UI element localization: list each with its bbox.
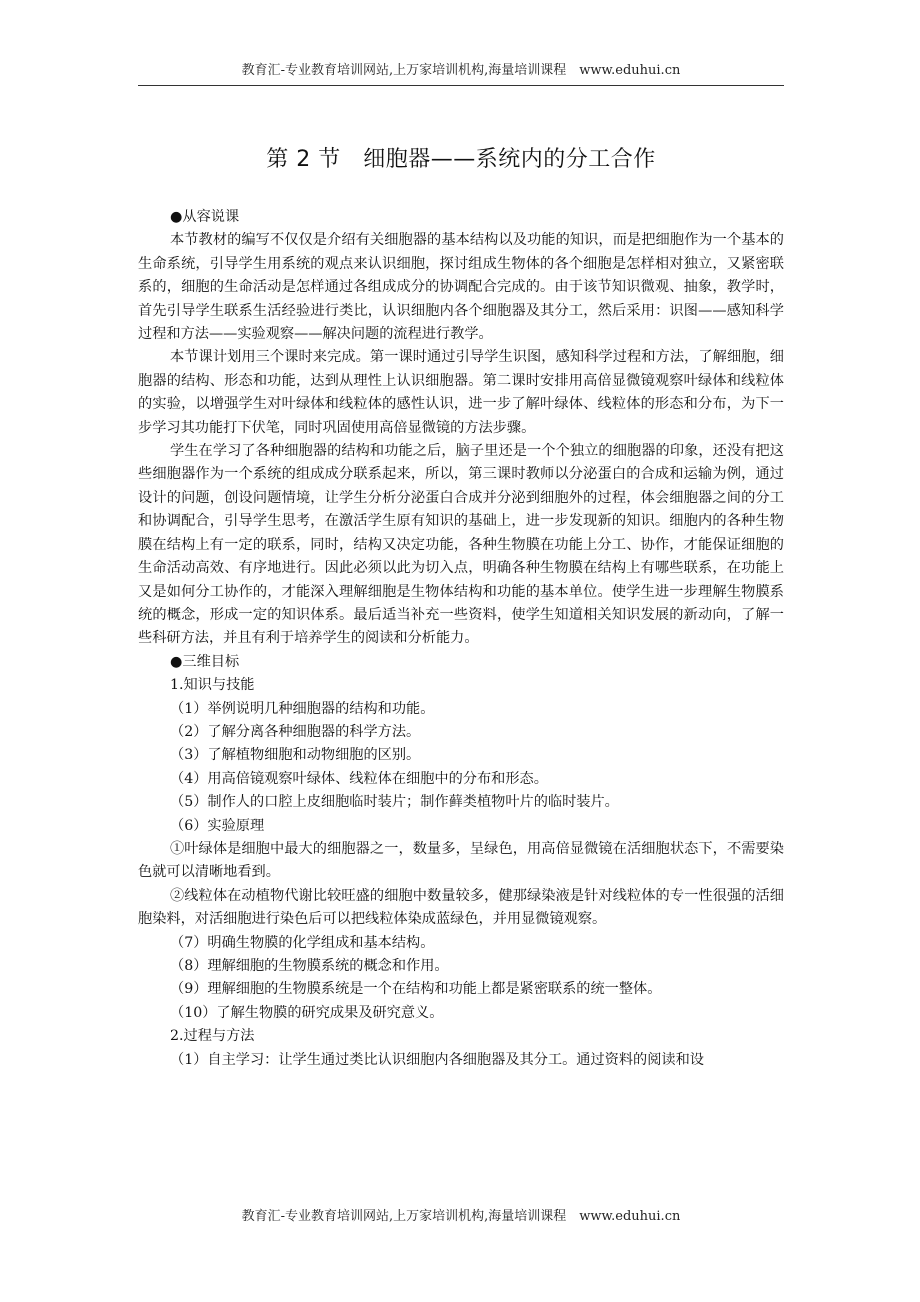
paragraph-principle-1: ①叶绿体是细胞中最大的细胞器之一，数量多，呈绿色，用高倍显微镜在活细胞状态下，不需要染色就可以清晰地看到。 (138, 840, 784, 881)
paragraph-intro-1: 本节教材的编写不仅仅是介绍有关细胞器的基本结构以及功能的知识，而是把细胞作为一个基本的生命系统，引导学生用系统的观点来认识细胞，探讨组成生物体的各个细胞是怎样相对独立，又紧密联系的，细胞的生命活动是怎样通过各组成成分的协调配合完成的。由于该节知识微观、抽象，教学时，首先引导学生联系生活经验进行类比，认识细胞内各个细胞器及其分工，然后采用：识图——感知科学过程和方法——实验观察——解决问题的流程进行教学。 (138, 232, 784, 343)
list-item: （2）了解分离各种细胞器的科学方法。 (170, 723, 421, 740)
paragraph-intro-3: 学生在学习了各种细胞器的结构和功能之后，脑子里还是一个个独立的细胞器的印象，还没有把这些细胞器作为一个系统的组成成分联系起来，所以，第三课时教师以分泌蛋白的合成和运输为例，通过设计的问题，创设问题情境，让学生分析分泌蛋白合成并分泌到细胞外的过程，体会细胞器之间的分工和协调配合，引导学生思考，在激活学生原有知识的基础上，进一步发现新的知识。细胞内的各种生物膜在结构上有一定的联系，同时，结构又决定功能，各种生物膜在功能上分工、协作，才能保证细胞的生命活动高效、有序地进行。因此必须以此为切入点，明确各种生物膜在结构上有哪些联系，在功能上又是如何分工协作的，才能深入理解细胞是生物体结构和功能的基本单位。使学生进一步理解生物膜系统的概念，形成一定的知识体系。最后适当补充一些资料，使学生知道相关知识发展的新动向，了解一些科研方法，并且有利于培养学生的阅读和分析能力。 (138, 443, 784, 647)
page-footer: 教育汇-专业教育培训网站,上万家培训机构,海量培训课程 www.eduhui.cn (241, 1209, 681, 1224)
paragraph-principle-2: ②线粒体在动植物代谢比较旺盛的细胞中数量较多，健那绿染液是针对线粒体的专一性很强的活细胞染料，对活细胞进行染色后可以把线粒体染成蓝绿色，并用显微镜观察。 (138, 887, 784, 928)
list-item: （10）了解生物膜的研究成果及研究意义。 (170, 1004, 444, 1021)
paragraph-intro-2: 本节课计划用三个课时来完成。第一课时通过引导学生识图，感知科学过程和方法，了解细胞，细胞器的结构、形态和功能，达到从理性上认识细胞器。第二课时安排用高倍显微镜观察叶绿体和线粒体的实验，以增强学生对叶绿体和线粒体的感性认识，进一步了解叶绿体、线粒体的形态和分布，为下一步学习其功能打下伏笔，同时巩固使用高倍显微镜的方法步骤。 (138, 349, 784, 436)
list-item: （1）举例说明几种细胞器的结构和功能。 (170, 700, 435, 717)
list-item: （7）明确生物膜的化学组成和基本结构。 (170, 934, 435, 951)
list-item: （5）制作人的口腔上皮细胞临时装片；制作藓类植物叶片的临时装片。 (170, 794, 619, 811)
list-item: （6）实验原理 (170, 817, 265, 834)
list-item: （4）用高倍镜观察叶绿体、线粒体在细胞中的分布和形态。 (170, 770, 548, 787)
paragraph-methods-1: （1）自主学习：让学生通过类比认识细胞内各细胞器及其分工。通过资料的阅读和设 (170, 1051, 704, 1068)
section-heading-goals: ●三维目标 (170, 653, 240, 670)
subheading-knowledge: 1.知识与技能 (170, 677, 255, 694)
list-item: （9）理解细胞的生物膜系统是一个在结构和功能上都是紧密联系的统一整体。 (170, 981, 662, 998)
header-divider (138, 85, 784, 86)
list-item: （3）了解植物细胞和动物细胞的区别。 (170, 747, 421, 764)
list-item: （8）理解细胞的生物膜系统的概念和作用。 (170, 958, 449, 974)
document-body (138, 206, 784, 1072)
subheading-methods: 2.过程与方法 (170, 1028, 255, 1045)
section-heading-intro: ●从容说课 (170, 209, 240, 225)
page-title: 第 2 节 细胞器——系统内的分工合作 (266, 147, 656, 172)
page-header: 教育汇-专业教育培训网站,上万家培训机构,海量培训课程 www.eduhui.cn (241, 63, 681, 78)
